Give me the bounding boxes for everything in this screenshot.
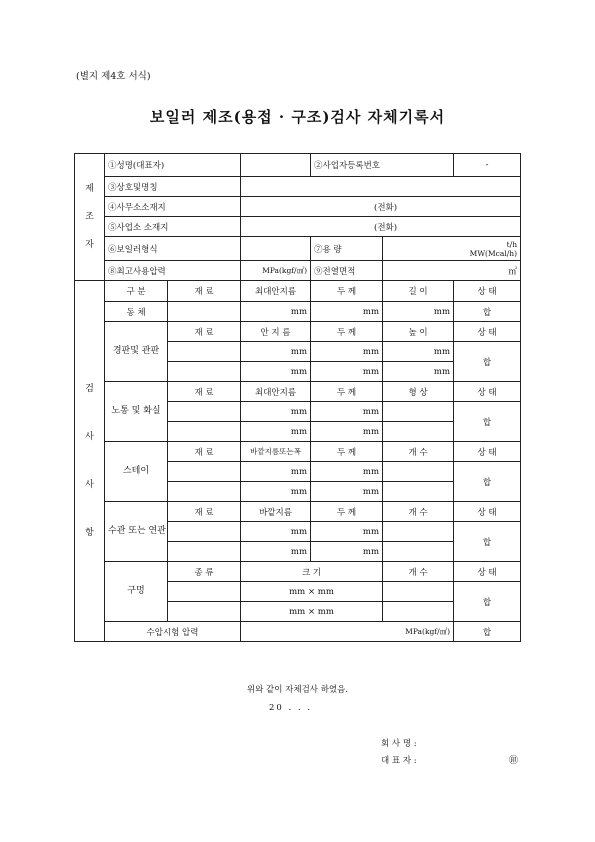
plant-address-field[interactable]	[241, 217, 521, 237]
furnace-label: 노통 및 화실	[105, 382, 168, 442]
stay-thickness-field[interactable]: mm	[311, 482, 383, 502]
stay-header-count: 개 수	[383, 442, 454, 462]
office-phone-label: (전화)	[374, 202, 398, 213]
furnace-header-diameter: 최대안지름	[241, 382, 311, 402]
stay-thickness-field[interactable]: mm	[311, 462, 383, 482]
header-material: 재 료	[168, 281, 241, 302]
heating-area-field[interactable]: ㎡	[383, 261, 521, 281]
header-status: 상 태	[454, 281, 521, 302]
tube-header-count: 개 수	[383, 502, 454, 522]
hole-type-field[interactable]	[168, 582, 241, 602]
body-status[interactable]: 합	[454, 302, 521, 322]
plate-header-status: 상 태	[454, 322, 521, 342]
stay-label: 스테이	[105, 442, 168, 502]
name-label: ①성명(대표자)	[105, 154, 241, 177]
body-label: 동 체	[105, 302, 168, 322]
date-field[interactable]: 20 . . .	[269, 703, 313, 713]
stay-count-field[interactable]	[383, 482, 454, 502]
capacity-label: ⑦용 량	[311, 237, 383, 261]
tube-count-field[interactable]	[383, 542, 454, 562]
inspection-form-table	[74, 153, 521, 642]
plate-diameter-field[interactable]: mm	[241, 362, 311, 382]
header-category: 구 분	[105, 281, 168, 302]
hole-header-size: 크 기	[241, 562, 383, 582]
furnace-material-field[interactable]	[168, 422, 241, 442]
seal-mark: ㊞	[509, 756, 519, 766]
trade-name-label: ③상호및명칭	[105, 177, 241, 197]
stay-diameter-field[interactable]: mm	[241, 482, 311, 502]
capacity-unit-1: t/h	[506, 239, 518, 249]
furnace-header-material: 재 료	[168, 382, 241, 402]
company-name-label: 회 사 명 :	[381, 739, 417, 749]
body-thickness-field[interactable]: mm	[311, 302, 383, 322]
body-material-field[interactable]	[168, 302, 241, 322]
inspection-side-label: 검 사 사 항	[75, 281, 105, 642]
plate-header-diameter: 안 지 름	[241, 322, 311, 342]
furnace-shape-field[interactable]	[383, 402, 454, 422]
furnace-shape-field[interactable]	[383, 422, 454, 442]
capacity-field[interactable]	[383, 237, 521, 261]
tube-header-diameter: 바깥지름	[241, 502, 311, 522]
body-length-field[interactable]: mm	[383, 302, 454, 322]
plate-diameter-field[interactable]: mm	[241, 342, 311, 362]
representative-label: 대 표 자 :	[381, 756, 417, 766]
stay-count-field[interactable]	[383, 462, 454, 482]
tube-thickness-field[interactable]: mm	[311, 522, 383, 542]
hole-type-field[interactable]	[168, 602, 241, 622]
plate-height-field[interactable]: mm	[383, 342, 454, 362]
hole-header-status: 상 태	[454, 562, 521, 582]
plate-material-field[interactable]	[168, 342, 241, 362]
max-pressure-label: ⑧최고사용압력	[105, 261, 241, 281]
trade-name-field[interactable]	[241, 177, 521, 197]
furnace-thickness-field[interactable]: mm	[311, 402, 383, 422]
furnace-thickness-field[interactable]: mm	[311, 422, 383, 442]
form-number: (별지 제4호 서식)	[76, 71, 151, 82]
plate-status[interactable]: 합	[454, 342, 521, 382]
tube-material-field[interactable]	[168, 522, 241, 542]
hole-size-field[interactable]: mm × mm	[241, 582, 383, 602]
stay-header-status: 상 태	[454, 442, 521, 462]
furnace-header-thickness: 두 께	[311, 382, 383, 402]
stay-header-material: 재 료	[168, 442, 241, 462]
hole-count-field[interactable]	[383, 582, 454, 602]
plant-address-label: ⑤사업소 소재지	[105, 217, 241, 237]
plate-thickness-field[interactable]: mm	[311, 342, 383, 362]
hole-size-field[interactable]: mm × mm	[241, 602, 383, 622]
body-diameter-field[interactable]: mm	[241, 302, 311, 322]
name-field[interactable]	[241, 154, 311, 177]
furnace-header-shape: 형 상	[383, 382, 454, 402]
tube-material-field[interactable]	[168, 542, 241, 562]
header-thickness: 두 께	[311, 281, 383, 302]
tube-diameter-field[interactable]: mm	[241, 522, 311, 542]
stay-header-thickness: 두 께	[311, 442, 383, 462]
reg-number-field[interactable]: -	[454, 154, 521, 177]
page-title: 보일러 제조(용접 · 구조)검사 자체기록서	[149, 108, 446, 126]
tube-header-material: 재 료	[168, 502, 241, 522]
furnace-status[interactable]: 합	[454, 402, 521, 442]
hole-label: 구멍	[105, 562, 168, 622]
hole-header-count: 개 수	[383, 562, 454, 582]
plate-material-field[interactable]	[168, 362, 241, 382]
office-address-label: ④사무소소재지	[105, 197, 241, 217]
reg-number-label: ②사업자등록번호	[311, 154, 454, 177]
furnace-header-status: 상 태	[454, 382, 521, 402]
plate-thickness-field[interactable]: mm	[311, 362, 383, 382]
furnace-material-field[interactable]	[168, 402, 241, 422]
plate-header-height: 높 이	[383, 322, 454, 342]
tube-thickness-field[interactable]: mm	[311, 542, 383, 562]
tube-header-thickness: 두 께	[311, 502, 383, 522]
hydro-test-label: 수압시험 압력	[105, 622, 241, 642]
header-max-inner-diameter: 최대안지름	[241, 281, 311, 302]
hole-count-field[interactable]	[383, 602, 454, 622]
plate-height-field[interactable]: mm	[383, 362, 454, 382]
tube-diameter-field[interactable]: mm	[241, 542, 311, 562]
hydro-test-field[interactable]: MPa(kgf/㎠)	[241, 622, 454, 642]
stay-material-field[interactable]	[168, 462, 241, 482]
tube-count-field[interactable]	[383, 522, 454, 542]
boiler-type-field[interactable]	[241, 237, 311, 261]
plate-label: 경판및 관판	[105, 322, 168, 382]
stay-diameter-field[interactable]: mm	[241, 462, 311, 482]
hole-status[interactable]: 합	[454, 582, 521, 622]
tube-label: 수관 또는 연관	[105, 502, 168, 562]
tube-status[interactable]: 합	[454, 522, 521, 562]
statement-text: 위와 같이 자체검사 하였음.	[246, 685, 349, 695]
hydro-test-status[interactable]: 합	[454, 622, 521, 642]
max-pressure-field[interactable]: MPa(kgf/㎠)	[241, 261, 311, 281]
stay-material-field[interactable]	[168, 482, 241, 502]
header-length: 길 이	[383, 281, 454, 302]
tube-header-status: 상 태	[454, 502, 521, 522]
capacity-unit-2: MW(Mcal/h)	[469, 248, 518, 258]
stay-header-diameter: 바깥지름또는폭	[241, 442, 311, 462]
manufacturer-side-label: 제 조 자	[75, 154, 105, 281]
heating-area-label: ⑨전열면적	[311, 261, 383, 281]
boiler-type-label: ⑥보일러형식	[105, 237, 241, 261]
office-address-field[interactable]	[241, 197, 521, 217]
plant-phone-label: (전화)	[374, 222, 398, 233]
furnace-diameter-field[interactable]: mm	[241, 402, 311, 422]
plate-header-material: 재 료	[168, 322, 241, 342]
plate-header-thickness: 두 께	[311, 322, 383, 342]
stay-status[interactable]: 합	[454, 462, 521, 502]
hole-header-type: 종 류	[168, 562, 241, 582]
furnace-diameter-field[interactable]: mm	[241, 422, 311, 442]
